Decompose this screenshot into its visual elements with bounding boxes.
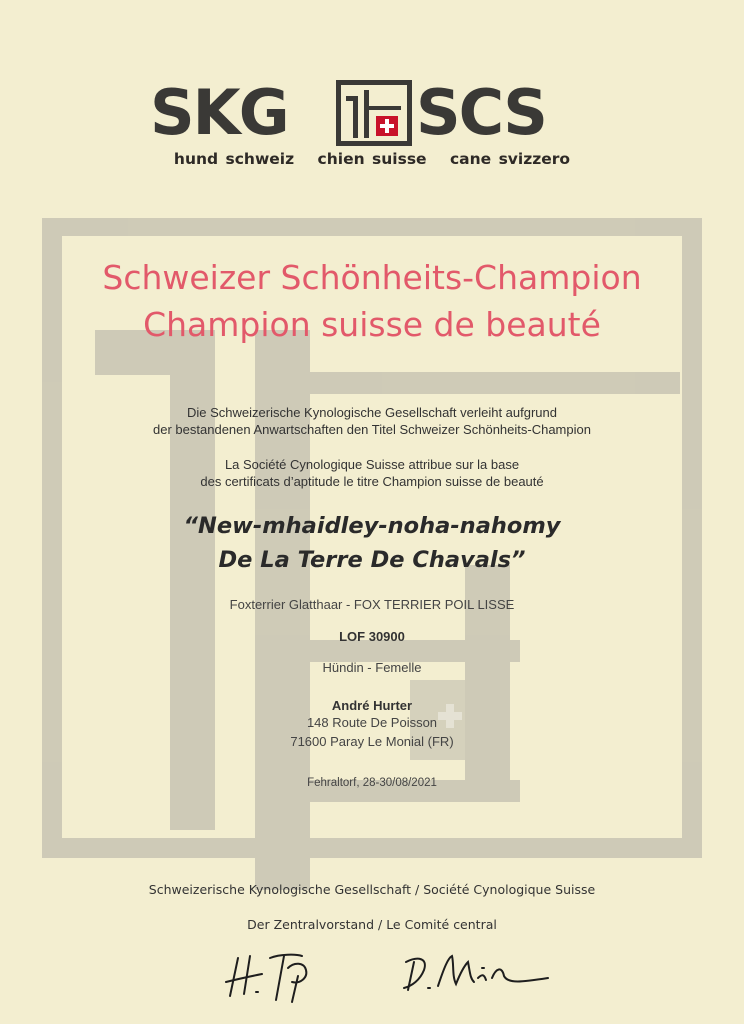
- place-date: Fehraltorf, 28-30/08/2021: [307, 777, 437, 789]
- dog-name-line-2: De La Terre De Chavals”: [218, 547, 526, 573]
- paragraph-de-line-1: Die Schweizerische Kynologische Gesellschaft verleiht aufgrund: [187, 405, 557, 420]
- lang-fr: chien suisse: [317, 150, 427, 168]
- logo-text-skg: SKG: [150, 76, 288, 149]
- paragraph-de-line-2: der bestandenen Anwartschaften den Titel Schweizer Schönheits-Champion: [153, 422, 591, 437]
- title-fr: Champion suisse de beauté: [143, 305, 601, 344]
- lang-it: cane svizzero: [449, 150, 571, 168]
- skg-scs-logo: [150, 78, 580, 148]
- signature-left-icon: [222, 948, 332, 1008]
- owner-address-1: 148 Route De Poisson: [306, 715, 438, 730]
- skg-emblem-icon: [336, 80, 412, 146]
- breed: Foxterrier Glatthaar - FOX TERRIER POIL LISSE: [229, 597, 515, 612]
- owner-address-2: 71600 Paray Le Monial (FR): [290, 734, 454, 749]
- paragraph-de: [0, 404, 744, 438]
- language-line: [0, 150, 744, 168]
- paragraph-fr: [0, 456, 744, 490]
- paragraph-fr-line-2: des certificats d’aptitude le titre Champion suisse de beauté: [200, 474, 544, 489]
- organization: Schweizerische Kynologische Gesellschaft / Société Cynologique Suisse: [148, 882, 596, 897]
- committee: Der Zentralvorstand / Le Comité central: [247, 917, 497, 932]
- title-de: Schweizer Schönheits-Champion: [102, 258, 642, 297]
- lang-de: hund schweiz: [173, 150, 295, 168]
- registration-number: LOF 30900: [339, 629, 405, 644]
- logo-text-scs: SCS: [416, 76, 546, 149]
- owner-name: André Hurter: [331, 698, 413, 713]
- signature-right-icon: [398, 948, 558, 998]
- paragraph-fr-line-1: La Société Cynologique Suisse attribue sur la base: [224, 457, 520, 472]
- sex: Hündin - Femelle: [322, 660, 422, 675]
- dog-name-line-1: “New-mhaidley-noha-nahomy: [183, 513, 561, 539]
